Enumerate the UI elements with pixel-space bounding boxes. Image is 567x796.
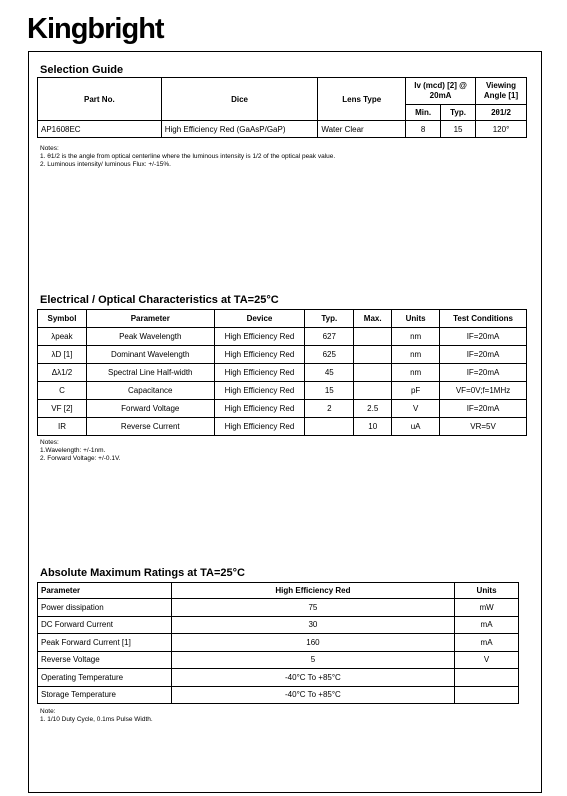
absolute-notes [40, 708, 153, 724]
cell-value: -40°C To +85°C [171, 686, 454, 704]
cell-symbol: C [38, 382, 87, 400]
selection-guide-table [37, 77, 527, 138]
table-row [38, 669, 519, 687]
note-line: Note: [40, 708, 56, 715]
cell-parameter: Reverse Voltage [38, 651, 172, 669]
header-device: Device [214, 310, 305, 328]
table-row [38, 346, 527, 364]
note-line: 2. Forward Voltage: +/-0.1V. [40, 455, 121, 462]
cell-device: High Efficiency Red [214, 382, 305, 400]
cell-symbol: Δλ1/2 [38, 364, 87, 382]
header-max: Max. [354, 310, 392, 328]
cell-parameter: Peak Forward Current [1] [38, 634, 172, 652]
cell-device: High Efficiency Red [214, 418, 305, 436]
cell-test-conditions: IF=20mA [440, 364, 527, 382]
cell-part-no: AP1608EC [38, 121, 162, 138]
cell-lens-type: Water Clear [318, 121, 406, 138]
header-lens-type: Lens Type [318, 78, 406, 121]
cell-units: uA [392, 418, 440, 436]
table-row [38, 418, 527, 436]
cell-max [354, 382, 392, 400]
cell-value: -40°C To +85°C [171, 669, 454, 687]
cell-parameter: Dominant Wavelength [86, 346, 214, 364]
cell-parameter: Storage Temperature [38, 686, 172, 704]
cell-value: 75 [171, 599, 454, 617]
header-test-conditions: Test Conditions [440, 310, 527, 328]
cell-test-conditions: IF=20mA [440, 328, 527, 346]
cell-units: mA [455, 616, 519, 634]
cell-dice: High Efficiency Red (GaAsP/GaP) [161, 121, 318, 138]
header-parameter: Parameter [86, 310, 214, 328]
cell-parameter: Reverse Current [86, 418, 214, 436]
cell-units: nm [392, 346, 440, 364]
cell-max: 10 [354, 418, 392, 436]
header-dice: Dice [161, 78, 318, 121]
electrical-title: Electrical / Optical Characteristics at TA=25°C [40, 294, 279, 306]
cell-device: High Efficiency Red [214, 328, 305, 346]
cell-max [354, 328, 392, 346]
cell-min: 8 [406, 121, 441, 138]
table-row [38, 686, 519, 704]
header-symbol: Symbol [38, 310, 87, 328]
cell-device: High Efficiency Red [214, 346, 305, 364]
cell-typ: 625 [305, 346, 354, 364]
cell-typ: 15 [305, 382, 354, 400]
cell-test-conditions: IF=20mA [440, 346, 527, 364]
cell-symbol: VF [2] [38, 400, 87, 418]
cell-typ: 45 [305, 364, 354, 382]
selection-notes [40, 145, 335, 169]
absolute-title: Absolute Maximum Ratings at TA=25°C [40, 567, 245, 579]
table-row [38, 616, 519, 634]
cell-typ: 15 [441, 121, 476, 138]
note-line: Notes: [40, 439, 59, 446]
header-viewing-angle: Viewing Angle [1] [476, 78, 527, 105]
electrical-notes [40, 439, 121, 463]
electrical-header-row [38, 310, 527, 328]
table-row [38, 599, 519, 617]
cell-typ: 627 [305, 328, 354, 346]
selection-guide-title: Selection Guide [40, 64, 124, 76]
cell-max: 2.5 [354, 400, 392, 418]
cell-device: High Efficiency Red [214, 364, 305, 382]
cell-test-conditions: IF=20mA [440, 400, 527, 418]
cell-units [455, 669, 519, 687]
cell-device: High Efficiency Red [214, 400, 305, 418]
table-row [38, 634, 519, 652]
cell-units [455, 686, 519, 704]
table-row [38, 651, 519, 669]
cell-symbol: λpeak [38, 328, 87, 346]
cell-value: 5 [171, 651, 454, 669]
note-line: 1. 1/10 Duty Cycle, 0.1ms Pulse Width. [40, 716, 153, 723]
header-parameter: Parameter [38, 583, 172, 599]
absolute-table [37, 582, 519, 704]
cell-test-conditions: VF=0V;f=1MHz [440, 382, 527, 400]
cell-max [354, 364, 392, 382]
table-row [38, 382, 527, 400]
table-row [38, 364, 527, 382]
cell-parameter: DC Forward Current [38, 616, 172, 634]
header-units: Units [392, 310, 440, 328]
cell-angle: 120° [476, 121, 527, 138]
cell-value: 160 [171, 634, 454, 652]
cell-parameter: Forward Voltage [86, 400, 214, 418]
cell-parameter: Power dissipation [38, 599, 172, 617]
cell-typ: 2 [305, 400, 354, 418]
header-units: Units [455, 583, 519, 599]
brand-logo: Kingbright [27, 13, 164, 45]
cell-units: mA [455, 634, 519, 652]
cell-test-conditions: VR=5V [440, 418, 527, 436]
header-high-efficiency-red: High Efficiency Red [171, 583, 454, 599]
cell-max [354, 346, 392, 364]
cell-units: V [392, 400, 440, 418]
cell-units: mW [455, 599, 519, 617]
cell-parameter: Operating Temperature [38, 669, 172, 687]
header-typ: Typ. [305, 310, 354, 328]
cell-symbol: IR [38, 418, 87, 436]
header-theta: 2θ1/2 [476, 105, 527, 121]
cell-parameter: Capacitance [86, 382, 214, 400]
cell-units: nm [392, 364, 440, 382]
cell-value: 30 [171, 616, 454, 634]
cell-typ [305, 418, 354, 436]
header-min: Min. [406, 105, 441, 121]
note-line: Notes: [40, 145, 59, 152]
note-line: 2. Luminous intensity/ luminous Flux: +/-15%. [40, 161, 171, 168]
cell-parameter: Spectral Line Half-width [86, 364, 214, 382]
absolute-header-row [38, 583, 519, 599]
cell-units: nm [392, 328, 440, 346]
cell-symbol: λD [1] [38, 346, 87, 364]
cell-parameter: Peak Wavelength [86, 328, 214, 346]
cell-units: V [455, 651, 519, 669]
header-iv: Iv (mcd) [2] @ 20mA [406, 78, 476, 105]
header-part-no: Part No. [38, 78, 162, 121]
note-line: 1. θ1/2 is the angle from optical centerline where the luminous intensity is 1/2 of the optical peak value. [40, 153, 336, 160]
electrical-table [37, 309, 527, 436]
header-typ: Typ. [441, 105, 476, 121]
note-line: 1.Wavelength: +/-1nm. [40, 447, 106, 454]
cell-units: pF [392, 382, 440, 400]
table-row [38, 400, 527, 418]
table-row [38, 328, 527, 346]
